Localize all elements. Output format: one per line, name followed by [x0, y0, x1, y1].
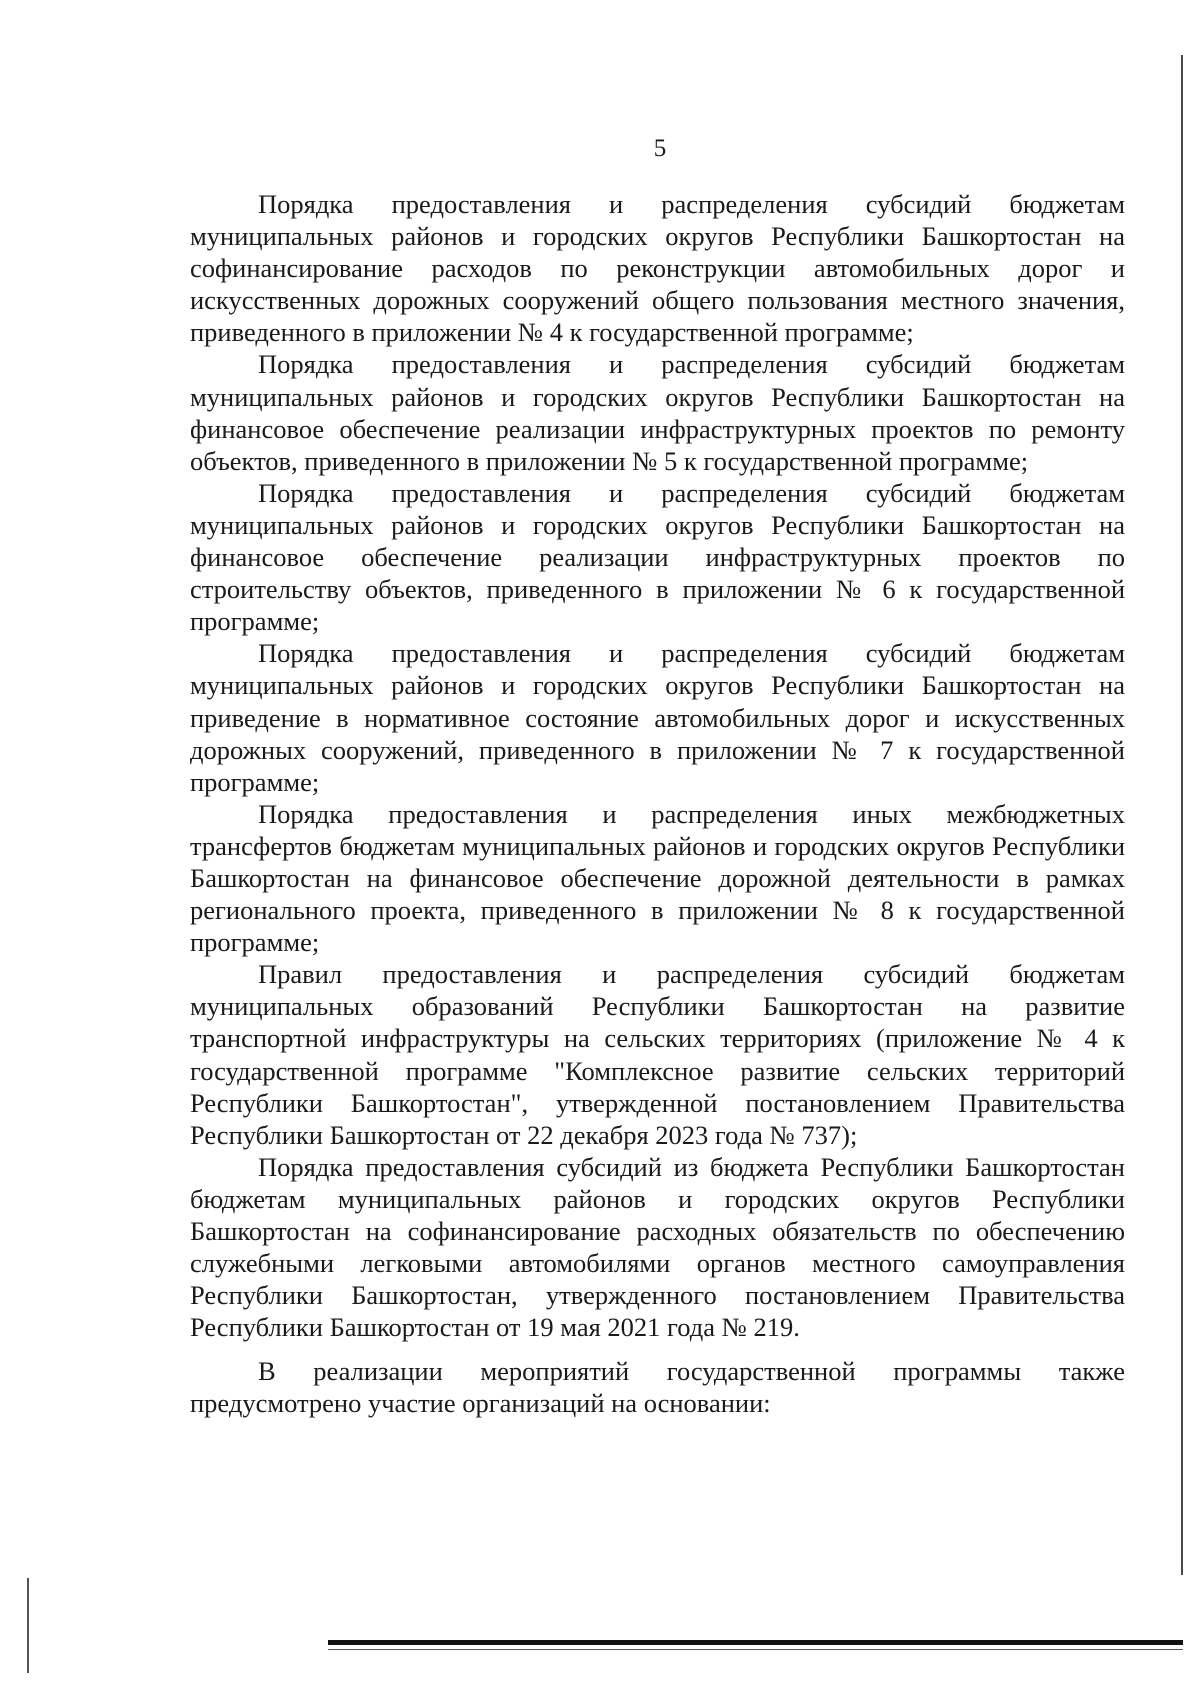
bottom-rule — [328, 1649, 1183, 1650]
bottom-rule — [328, 1640, 1183, 1645]
paragraph-order-appendix-5: Порядка предоставления и распределения субсидий бюджетам муниципальных районов и городских округов Республики Башкортостан на финансовое обеспечение реализации инфраструктурных проектов по ремонту объектов, приведенного в приложении № 5 к государственной программе; — [190, 349, 1125, 476]
scan-edge-line — [1181, 55, 1183, 1575]
paragraph-order-appendix-6: Порядка предоставления и распределения субсидий бюджетам муниципальных районов и городских округов Республики Башкортостан на финансовое обеспечение реализации инфраструктурных проектов по строительству объектов, приведенного в приложении № 6 к государственной программе; — [190, 477, 1125, 637]
page-number: 5 — [653, 135, 667, 162]
paragraph-order-appendix-4: Порядка предоставления и распределения субсидий бюджетам муниципальных районов и городских округов Республики Башкортостан на софинансирование расходов по реконструкции автомобильных дорог и искусственных дорожных сооружений общего пользования местного значения, приведенного в приложении № 4 к государственной программе; — [190, 189, 1125, 348]
document-body — [190, 188, 1125, 1420]
paragraph-order-appendix-7: Порядка предоставления и распределения субсидий бюджетам муниципальных районов и городских округов Республики Башкортостан на приведение в нормативное состояние автомобильных дорог и искусственных дорожных сооружений, приведенного в приложении № 7 к государственной программе; — [190, 638, 1125, 797]
paragraph-order-appendix-8: Порядка предоставления и распределения иных межбюджетных трансфертов бюджетам муниципальных районов и городских округов Республики Башкортостан на финансовое обеспечение дорожной деятельности в рамках регионального проекта, приведенного в приложении № 8 к государственной программе; — [190, 798, 1125, 958]
paragraph-rules-rural-infrastructure: Правил предоставления и распределения субсидий бюджетам муниципальных образований Республики Башкортостан на развитие транспортной инфраструктуры на сельских территориях (приложение № 4 к государственной программе "Комплексное развитие сельских территорий Республики Башкортостан", утвержденной постановлением Правительства Республики Башкортостан от 22 декабря 2023 года № 737); — [190, 959, 1125, 1150]
paragraph-organizations-participation: В реализации мероприятий государственной программы также предусмотрено участие организаций на основании: — [190, 1356, 1125, 1419]
scan-edge-line — [27, 1578, 29, 1673]
paragraph-order-official-vehicles: Порядка предоставления субсидий из бюджета Республики Башкортостан бюджетам муниципальных районов и городских округов Республики Башкортостан на софинансирование расходных обязательств по обеспечению служебными легковыми автомобилями органов местного самоуправления Республики Башкортостан, утвержденного постановлением Правительства Республики Башкортостан от 19 мая 2021 года № 219. — [190, 1151, 1125, 1343]
